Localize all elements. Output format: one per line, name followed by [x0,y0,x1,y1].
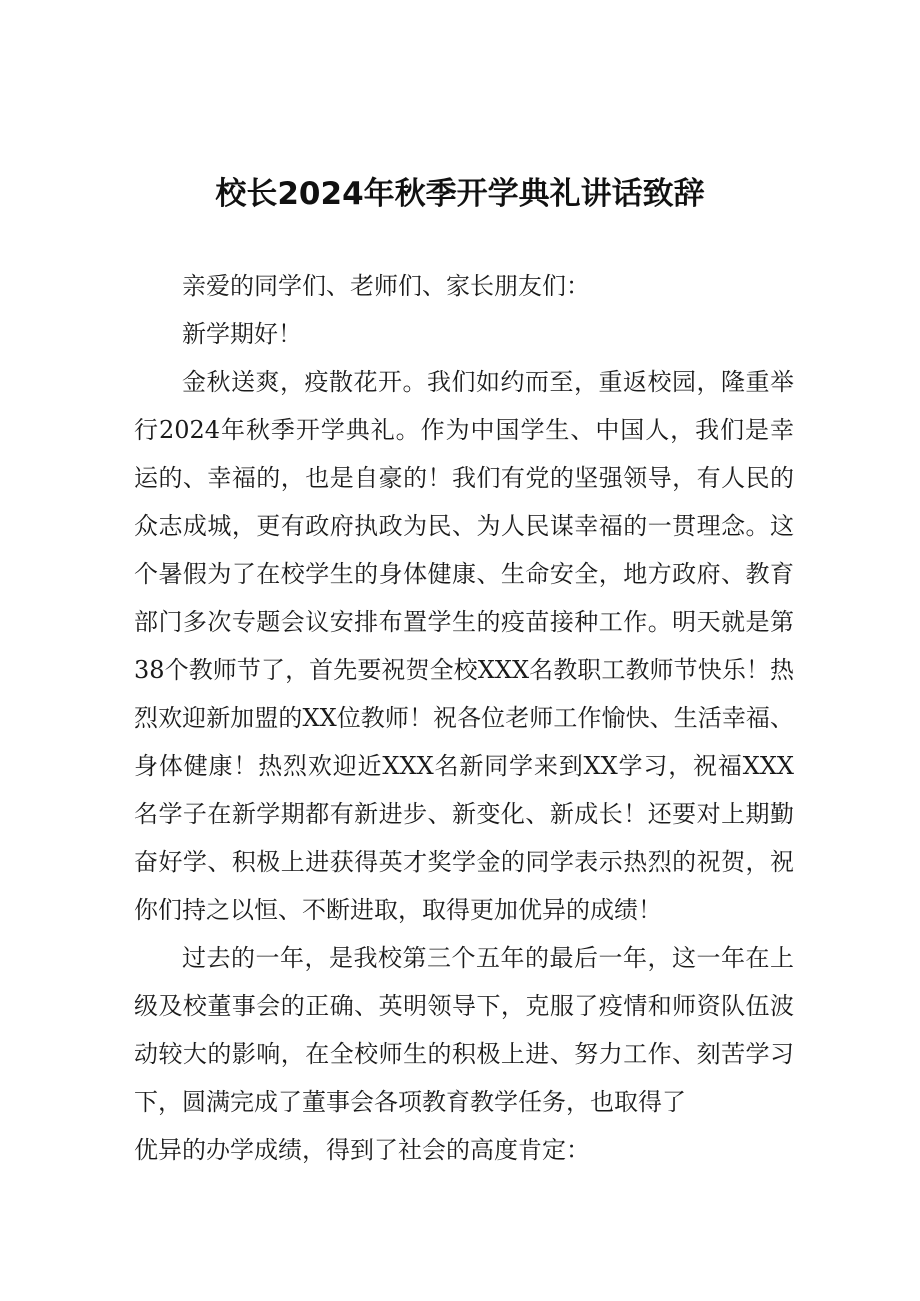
greeting-paragraph: 亲爱的同学们、老师们、家长朋友们： [182,272,590,300]
document-title: 校长2024年秋季开学典礼讲话致辞 [215,176,705,212]
salutation-paragraph: 新学期好！ [182,320,302,348]
body-paragraph-2: 过去的一年，是我校第三个五年的最后一年，这一年在上级及校董事会的正确、英明领导下，克服了疫情和师资队伍波动较大的影响，在全校师生的积极上进、努力工作、刻苦学习下，圆满完成了董事会各项教育教学任务，也取得了 [134,944,794,1116]
body-paragraph-1: 金秋送爽，疫散花开。我们如约而至，重返校园，隆重举行2024年秋季开学典礼。作为中国学生、中国人，我们是幸运的、幸福的，也是自豪的！我们有党的坚强领导，有人民的众志成城，更有政府执政为民、为人民谋幸福的一贯理念。这个暑假为了在校学生的身体健康、生命安全，地方政府、教育部门多次专题会议安排布置学生的疫苗接种工作。明天就是第38个教师节了，首先要祝贺全校XXX名教职工教师节快乐！热烈欢迎新加盟的XX位教师！祝各位老师工作愉快、生活幸福、身体健康！热烈欢迎近XXX名新同学来到XX学习，祝福XXX名学子在新学期都有新进步、新变化、新成长！还要对上期勤奋好学、积极上进获得英才奖学金的同学表示热烈的祝贺，祝你们持之以恒、不断进取，取得更加优异的成绩！ [134,368,794,924]
body-paragraph-3: 优异的办学成绩，得到了社会的高度肯定： [134,1136,590,1164]
document-body [134,262,794,1174]
